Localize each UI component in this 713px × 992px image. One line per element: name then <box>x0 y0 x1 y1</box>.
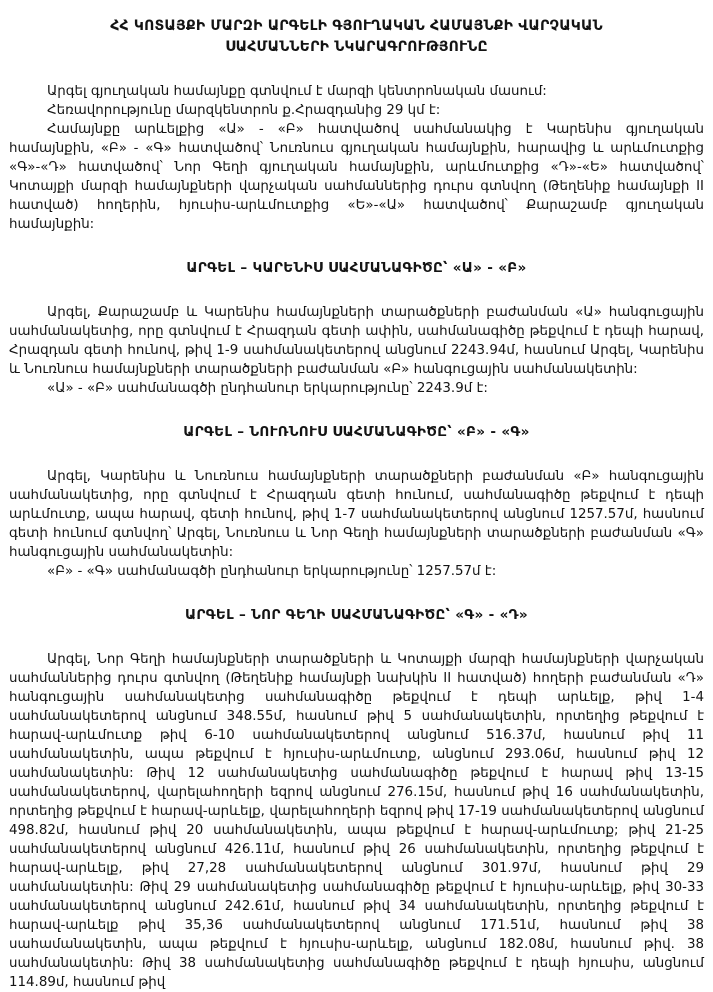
section-length-argel-karenis: «Ա» - «Բ» սահմանագծի ընդհանուր երկարությունը՝ 2243.9մ է: <box>47 381 488 396</box>
section-heading-argel-nurnus: ԱՐԳԵԼ – ՆՈՒՌՆՈՒՍ ՍԱՀՄԱՆԱԳԻԾԸ՝ «Բ» - «Գ» <box>183 424 530 440</box>
intro-paragraph-neighbors: Համայնքը արևելքից «Ա» - «Բ» հատվածով սահմանակից է Կարենիս գյուղական համայնքին, «Բ» - «Գ» հատվածով՝ Նուռնուս գյուղական համայնքին, հարավից և արևմուտքից «Գ»-«Դ» հատվածով՝ Նոր Գեղի գյուղական համայնքին, արևմուտքից «Դ»-«Ե» հատվածով՝ Կոտայքի մարզի համայնքների վարչական սահմաններից դուրս գտնվող (Թեղենիք համայնքի II հատված) հողերին, հյուսիս-արևմուտքից «Ե»-«Ա» հատվածով՝ Քարաշամբ գյուղական համայնքին: <box>9 122 704 232</box>
document-title-line1: ՀՀ ԿՈՏԱՅՔԻ ՄԱՐԶԻ ԱՐԳԵԼԻ ԳՅՈՒՂԱԿԱՆ ՀԱՄԱՅՆՔԻ ՎԱՐՉԱԿԱՆ <box>110 18 603 34</box>
section-heading-argel-karenis: ԱՐԳԵԼ – ԿԱՐԵՆԻՍ ՍԱՀՄԱՆԱԳԻԾԸ՝ «Ա» - «Բ» <box>186 260 527 276</box>
document-title-line2: ՍԱՀՄԱՆՆԵՐԻ ՆԿԱՐԱԳՐՈՒԹՅՈՒՆԸ <box>225 39 488 55</box>
intro-paragraph-distance: Հեռավորությունը մարզկենտրոն ք.Հրազդանից 29 կմ է: <box>47 103 441 118</box>
document-title <box>9 16 704 58</box>
section-length-argel-nurnus: «Բ» - «Գ» սահմանագծի ընդհանուր երկարությունը՝ 1257.57մ է: <box>47 564 497 579</box>
section-body-argel-karenis: Արգել, Քարաշամբ և Կարենիս համայնքների տարածքների բաժանման «Ա» հանգուցային սահմանակետից, որը գտնվում է Հրազդան գետի ափին, սահմանագիծը թեքվում է դեպի հարավ, Հրազդան գետի հունով, թիվ 1-9 սահմանակետերով անցնում 2243.94մ, հասնում Արգել, Կարենիս և Նուռնուս համայնքների տարածքների բաժանման «Բ» հանգուցային սահմանակետին: <box>9 305 704 377</box>
intro-paragraph-location: Արգել գյուղական համայնքը գտնվում է մարզի կենտրոնական մասում: <box>47 84 547 99</box>
section-body-argel-nurnus: Արգել, Կարենիս և Նուռնուս համայնքների տարածքների բաժանման «Բ» հանգուցային սահմանակետից, որը գտնվում է Հրազդան գետի հունում, սահմանագիծը թեքվում է դեպի արևմուտք, ապա հարավ, գետի հունով, թիվ 1-7 սահմանակետերով անցնում 1257.57մ, հասնում գետի հունում գտնվող՝ Արգել, Նուռնուս և Նոր Գեղի համայնքների տարածքների բաժանման «Գ» հանգուցային սահմանակետին: <box>9 469 704 560</box>
section-body-argel-nor-geghi: Արգել, Նոր Գեղի համայնքների տարածքների և Կոտայքի մարզի համայնքների վարչական սահմաններից դուրս գտնվող (Թեղենիք համայնքի նախկին II հատված) հողերի բաժանման «Դ» հանգուցային սահմանակետից սահմանագիծը թեքվում է դեպի արևելք, թիվ 1-4 սահմանակետերով անցնում 348.55մ, հասնում թիվ 5 սահմանակետին, որտեղից թեքվում է հարավ-արևմուտք թիվ 6-10 սահմանակետերով անցնում 516.37մ, հասնում թիվ 11 սահմանակետին, ապա թեքվում է հյուսիս-արևմուտք, անցնում 293.06մ, հասնում թիվ 12 սահմանակետին: Թիվ 12 սահմանակետից սահմանագիծը թեքվում է հարավ թիվ 13-15 սահմանակետերով, վարելահողերի եզրով անցնում 276.15մ, հասնում թիվ 16 սահմանակետին, որտեղից թեքվում է հարավ-արևելք, վարելահողերի եզրով թիվ 17-19 սահմանակետերով անցնում 498.82մ, հասնում թիվ 20 սահմանակետին, ապա թեքվում է հարավ-արևմուտք; թիվ 21-25 սահմանակետերով անցնում 426.11մ, հասնում թիվ 26 սահմանակետին, որտեղից թեքվում է հարավ-արևելք, թիվ 27,28 սահմանակետերով անցնում 301.97մ, հասնում թիվ 29 սահմանակետին: Թիվ 29 սահմանակետից սահմանագիծը թեքվում է հյուսիս-արևելք, թիվ 30-33 սահմանակետերով անցնում 242.61մ, հասնում թիվ 34 սահմանակետին, որտեղից թեքվում է հարավ-արևելք թիվ 35,36 սահմանակետերով անցնում 171.51մ, հասնում թիվ 38 սահամանակետին, ապա թեքվում է հյուսիս-արևելք, անցնում 182.08մ, հասնում թիվ. 38 սահմանակետին: Թիվ 38 սահմանակետից սահմանագիծը թեքվում է դեպի հյուսիս, անցնում 114.89մ, հասնում թիվ <box>9 652 704 990</box>
section-heading-argel-nor-geghi: ԱՐԳԵԼ – ՆՈՐ ԳԵՂԻ ՍԱՀՄԱՆԱԳԻԾԸ՝ «Գ» - «Դ» <box>185 607 528 623</box>
